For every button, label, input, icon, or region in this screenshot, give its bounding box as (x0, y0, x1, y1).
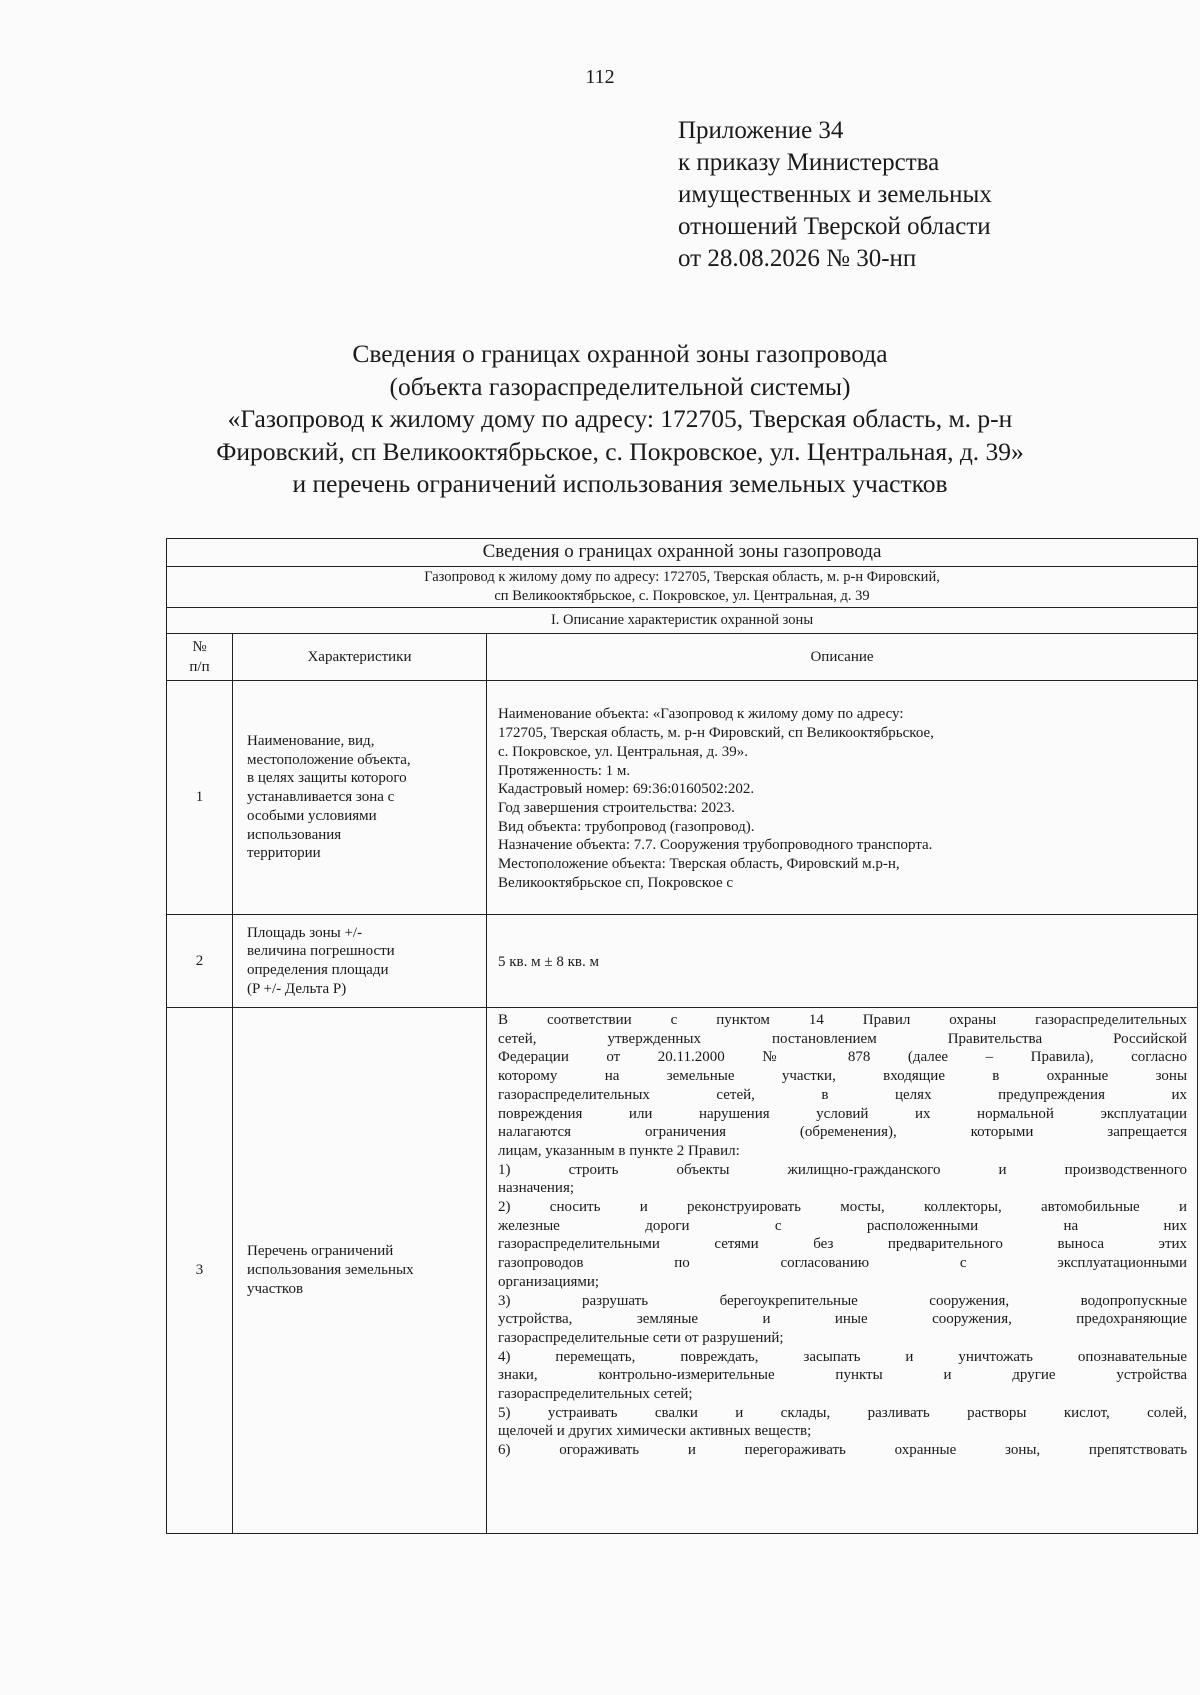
restriction-line: газопроводов по согласованию с эксплуатационными (498, 1255, 1188, 1272)
restriction-line: знаки, контрольно-измерительные пункты и другие устройства (498, 1367, 1188, 1384)
restriction-line: 6) огораживать и перегораживать охранные зоны, препятствовать (498, 1442, 1188, 1459)
title-line: Сведения о границах охранной зоны газопровода (352, 339, 888, 368)
appendix-block (678, 115, 992, 275)
title-line: (объекта газораспределительной системы) (389, 371, 851, 401)
section-title: I. Описание характеристик охранной зоны (167, 608, 1198, 634)
title-line: «Газопровод к жилому дому по адресу: 172705, Тверская область, м. р-н (227, 404, 1013, 433)
row-number: 1 (167, 681, 233, 915)
document-title (150, 338, 1090, 501)
table-object-header (167, 567, 1198, 608)
restriction-line: устройства, земляные и иные сооружения, предохраняющие (498, 1311, 1188, 1328)
restriction-line: лицам, указанным в пункте 2 Правил: (498, 1142, 740, 1159)
row-description (487, 1008, 1198, 1534)
restriction-line: газораспределительными сетями без предварительного выноса этих (498, 1236, 1188, 1253)
appendix-line: имущественных и земельных (678, 181, 992, 208)
restriction-line: В соответствии с пунктом 14 Правил охраны газораспределительных (498, 1012, 1188, 1028)
appendix-line: отношений Тверской области (678, 213, 991, 240)
zone-info-table (166, 538, 1198, 1534)
restriction-line: организациями; (498, 1273, 600, 1290)
title-line: и перечень ограничений использования земельных участков (292, 469, 948, 498)
row-description: 5 кв. м ± 8 кв. м (487, 915, 1198, 1008)
restriction-line: 1) строить объекты жилищно-гражданского и производственного (498, 1161, 1188, 1178)
restriction-line: которому на земельные участки, входящие в охранные зоны (498, 1068, 1188, 1085)
row-characteristic: Наименование, вид, местоположение объекта, в целях защиты которого устанавливается зона с особыми условиями использования территории (233, 681, 487, 915)
restriction-line: газораспределительных сетей, в целях предупреждения их (498, 1086, 1188, 1103)
restriction-line: 2) сносить и реконструировать мосты, коллекторы, автомобильные и (498, 1199, 1188, 1216)
column-header-description: Описание (487, 634, 1198, 681)
row-characteristic: Перечень ограничений использования земельных участков (233, 1008, 487, 1534)
restriction-line: 5) устраивать свалки и склады, разливать растворы кислот, солей, (498, 1404, 1188, 1421)
column-header-number: № п/п (167, 634, 233, 681)
row-number: 2 (167, 915, 233, 1008)
restriction-line: газораспределительные сети от разрушений; (498, 1329, 784, 1346)
restriction-line: 4) перемещать, повреждать, засыпать и уничтожать опознавательные (498, 1348, 1188, 1365)
appendix-line: Приложение 34 (678, 117, 844, 144)
table-row (167, 1008, 1198, 1534)
column-header-characteristic: Характеристики (233, 634, 487, 681)
restriction-line: назначения; (498, 1180, 575, 1197)
appendix-line: от 28.08.2026 № 30-нп (678, 245, 917, 272)
table-main-header: Сведения о границах охранной зоны газопровода (167, 539, 1198, 567)
object-header-line: сп Великооктябрьское, с. Покровское, ул. Центральная, д. 39 (494, 588, 870, 604)
restriction-line: повреждения или нарушения условий их нормальной эксплуатации (498, 1105, 1188, 1122)
row-description: Наименование объекта: «Газопровод к жилому дому по адресу: 172705, Тверская область, м. р-н Фировский, сп Великооктябрьское, с. Покровское, ул. Центральная, д. 39». Протяженность: 1 м. Кадастровый номер: 69:36:0160502:202. Год завершения строительства: 2023. Вид объекта: трубопровод (газопровод). Назначение объекта: 7.7. Сооружения трубопроводного транспорта. Местоположение объекта: Тверская область, Фировский м.р-н, Великооктябрьское сп, Покровское с (487, 681, 1198, 915)
appendix-line: к приказу Министерства (678, 149, 940, 176)
restriction-line: Федерации от 20.11.2000 № 878 (далее – Правила), согласно (498, 1049, 1188, 1066)
object-header-line: Газопровод к жилому дому по адресу: 172705, Тверская область, м. р-н Фировский, (424, 569, 940, 585)
table-row (167, 915, 1198, 1008)
table-row (167, 681, 1198, 915)
restriction-line: газораспределительных сетей; (498, 1386, 693, 1403)
restriction-line: налагаются ограничения (обременения), которыми запрещается (498, 1124, 1188, 1141)
restriction-line: железные дороги с расположенными на них (498, 1217, 1188, 1234)
row-characteristic: Площадь зоны +/- величина погрешности определения площади (P +/- Дельта P) (233, 915, 487, 1008)
restriction-line: щелочей и других химически активных веществ; (498, 1423, 812, 1440)
page-number: 112 (585, 66, 615, 88)
restriction-line: сетей, утвержденных постановлением Правительства Российской (498, 1030, 1188, 1047)
restriction-line: 3) разрушать берегоукрепительные сооружения, водопропускные (498, 1292, 1188, 1309)
row-number: 3 (167, 1008, 233, 1534)
title-line: Фировский, сп Великооктябрьское, с. Покровское, ул. Центральная, д. 39» (216, 436, 1024, 466)
